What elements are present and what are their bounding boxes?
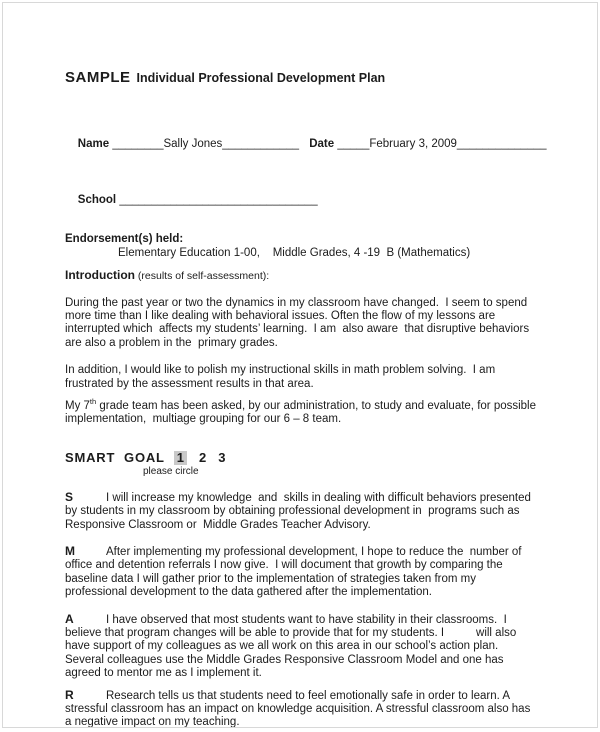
smart-text-a: I have observed that most students want to have stability in their classrooms. I believe that program changes will be able to provide that for my students. I will also have support of my colleagues as we all work on this area in our school’s action plan. Several colleagues use the Middle Grades Responsive Classroom Model and one has agreed to mentor me as I implement it. (65, 613, 520, 680)
smart-item-specific (65, 491, 537, 532)
endorsements-section (65, 233, 537, 260)
document-page (2, 2, 598, 728)
school-label: School (77, 194, 117, 206)
introduction-sublabel: (results of self-assessment): (134, 270, 270, 282)
smart-letter-r: R (65, 687, 74, 702)
name-label: Name (77, 138, 110, 150)
intro-paragraph-1: During the past year or two the dynamics in my classroom have changed. I seem to spend more time than I like dealing with behavioral issues. Often the flow of my lessons are interrupted which affects my students’ learning. I am also aware that disruptive behaviors are also a problem in the primary grades. (65, 296, 533, 349)
goal-option-3: 3 (218, 449, 226, 465)
smart-goal-heading (65, 451, 537, 477)
school-value: _______________________________ (119, 194, 318, 206)
smart-item-attainable (65, 613, 537, 681)
intro-paragraph-3 (65, 397, 540, 427)
smart-letter-s: S (65, 489, 74, 504)
smart-letter-a: A (65, 611, 74, 626)
smart-text-r: Research tells us that students need to feel emotionally safe in order to learn. A stressful classroom has an impact on knowledge acquisition. A stressful classroom also has a negative impact on my teaching. (65, 689, 534, 728)
page-title (65, 69, 537, 87)
smart-text-s: I will increase my knowledge and skills in dealing with difficult behaviors presented by students in my classroom by obtaining professional development in programs such as Responsive Classroom or Middle Grades Teacher Advisory. (65, 491, 535, 531)
para3-post: grade team has been asked, by our administration, to study and evaluate, for possible implementation, multiage grouping for our 6 – 8 team. (65, 399, 540, 426)
intro-paragraph-2: In addition, I would like to polish my instructional skills in math problem solving. I am frustrated by the assessment results in that area. (65, 364, 499, 390)
endorsements-value: Elementary Education 1-00, Middle Grades, 4 -19 B (Mathematics) (118, 246, 471, 259)
name-value: ________Sally Jones____________ (112, 138, 303, 150)
smart-goal-label: SMART GOAL (65, 449, 165, 465)
name-date-line (65, 123, 547, 165)
smart-text-m: After implementing my professional development, I hope to reduce the number of office and detention referrals I now give. I will document that growth by comparing the baseline data I will gather prior to the implementation of strategies taken from my professional development to the data gathered after the implementation. (65, 545, 525, 599)
introduction-heading (65, 269, 537, 284)
title-text: Individual Professional Development Plan (136, 71, 386, 85)
endorsements-label: Endorsement(s) held: (65, 233, 184, 245)
sample-badge: SAMPLE (65, 69, 131, 86)
introduction-label: Introduction (65, 268, 135, 282)
smart-item-measurable (65, 545, 537, 600)
goal-option-2: 2 (199, 449, 207, 465)
smart-item-relevant (65, 689, 537, 728)
smart-letter-m: M (65, 543, 75, 558)
please-circle-note: please circle (143, 465, 199, 477)
school-line (65, 179, 537, 221)
date-value: _____February 3, 2009______________ (337, 138, 547, 150)
goal-option-1: 1 (174, 451, 187, 465)
para3-pre: My 7 (65, 399, 90, 412)
date-label: Date (309, 138, 335, 150)
ordinal-superscript: th (89, 397, 97, 407)
